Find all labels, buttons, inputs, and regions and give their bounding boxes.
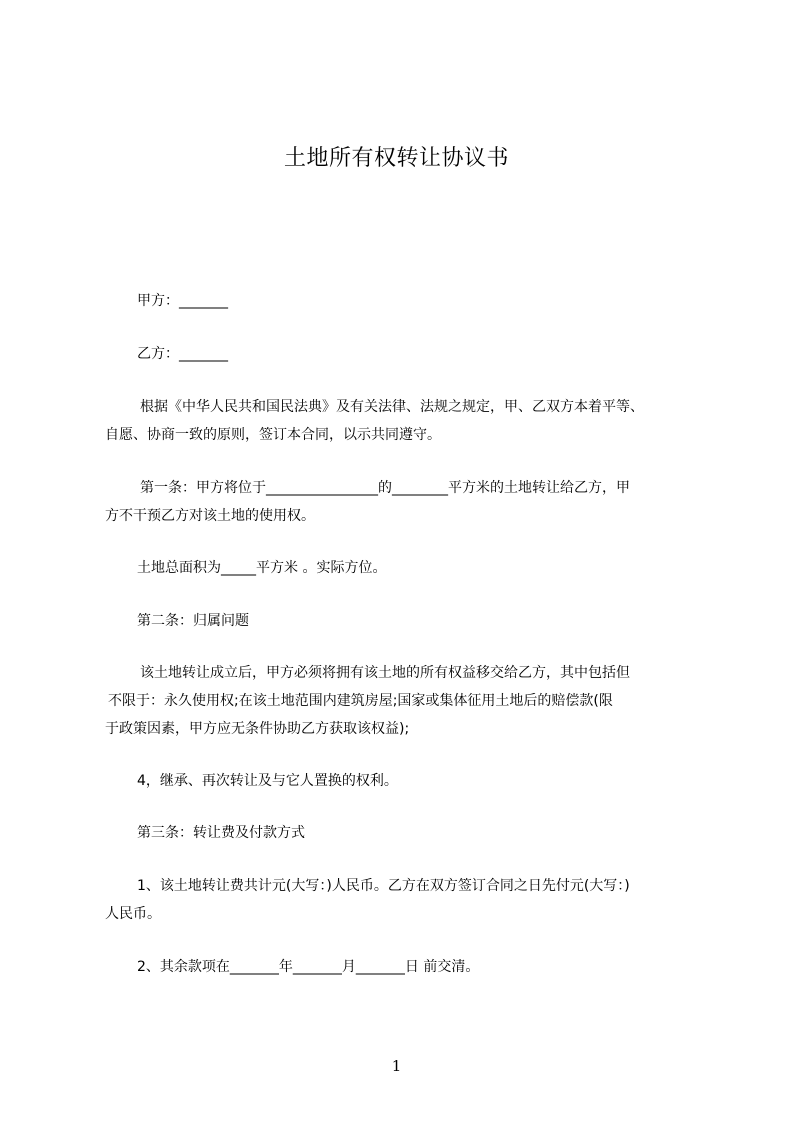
article1-line-1: 第一条：甲方将位于________________的________平方米的土地转让给乙方，甲 [140, 480, 630, 496]
article3-item1-line-2: 人民币。 [105, 906, 161, 922]
article2-line-1: 该土地转让成立后，甲方必须将拥有该土地的所有权益移交给乙方，其中包括但 [140, 665, 630, 681]
item4-line: 4，继承、再次转让及与它人置换的权利。 [137, 773, 398, 789]
article2-heading: 第二条：归属问题 [137, 613, 249, 629]
area-line: 土地总面积为_____平方米 。实际方位。 [137, 560, 387, 576]
preamble-line-1: 根据《中华人民共和国民法典》及有关法律、法规之规定，甲、乙双方本着平等、 [140, 399, 644, 415]
party-a-line: 甲方：_______ [137, 293, 228, 309]
party-b-line: 乙方：_______ [137, 346, 228, 362]
article3-heading: 第三条：转让费及付款方式 [137, 825, 305, 841]
article2-line-3: 于政策因素，甲方应无条件协助乙方获取该权益); [105, 721, 410, 737]
document-title: 土地所有权转让协议书 [283, 146, 509, 171]
page-number: 1 [391, 1057, 402, 1075]
preamble-line-2: 自愿、协商一致的原则，签订本合同，以示共同遵守。 [105, 427, 441, 443]
article3-item1-line-1: 1、该土地转让费共计元(大写：)人民币。乙方在双方签订合同之日先付元(大写：) [137, 878, 630, 894]
article2-line-2: 不限于：永久使用权;在该土地范围内建筑房屋;国家或集体征用土地后的赔偿款(限 [108, 693, 613, 709]
article1-line-2: 方不干预乙方对该土地的使用权。 [105, 508, 315, 524]
article3-item2-line: 2、其余款项在_______年_______月_______日 前交清。 [137, 959, 480, 975]
